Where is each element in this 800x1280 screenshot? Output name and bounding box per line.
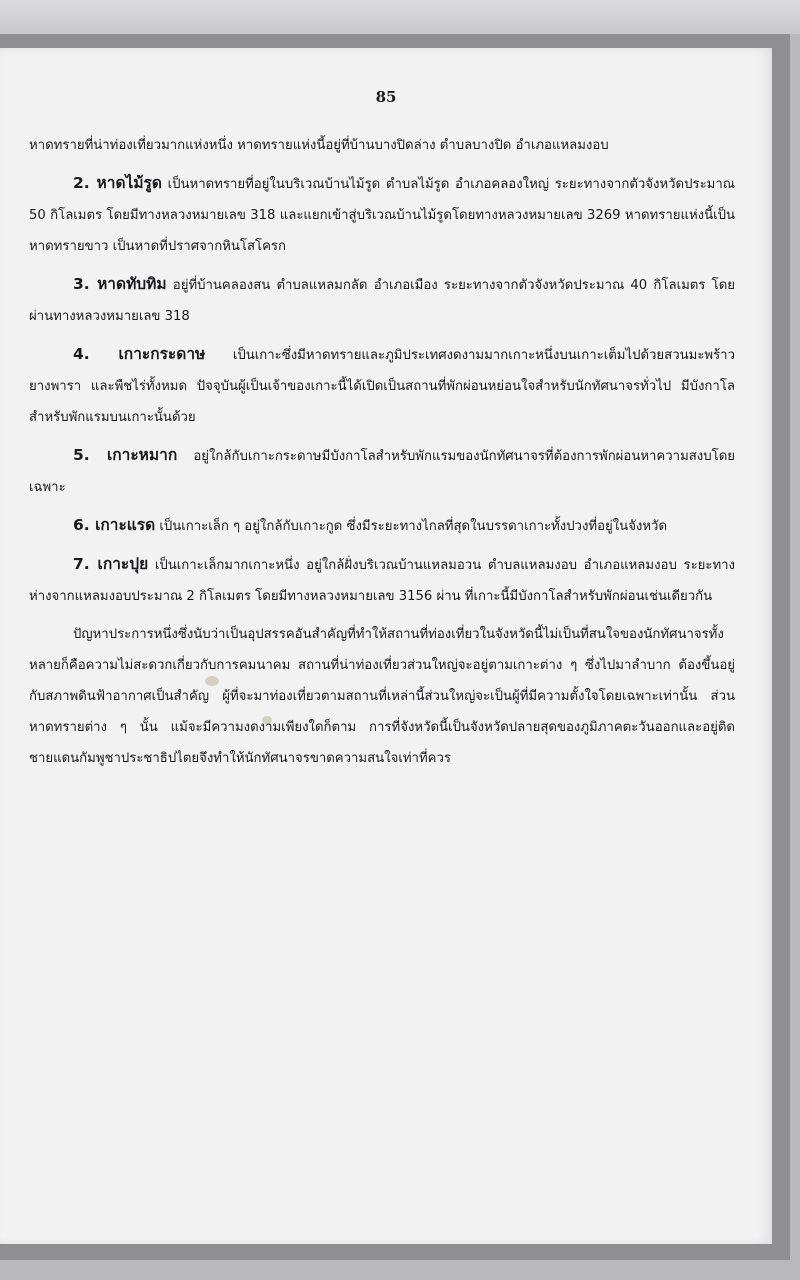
page-number: 85	[375, 88, 397, 106]
paragraph-item-7	[29, 549, 735, 612]
item-heading: 6. เกาะแรด	[73, 516, 156, 534]
paragraph-conclusion	[29, 619, 735, 774]
paragraph-item-2	[29, 168, 735, 262]
item-heading: 7. เกาะปุย	[73, 555, 149, 573]
document-page	[0, 48, 772, 1244]
paragraph-text: เป็นหาดทรายที่อยู่ในบริเวณบ้านไม้รูด ตำบลไม้รูด อำเภอคลองใหญ่ ระยะทางจากตัวจังหวัดประมาณ 50 กิโลเมตร โดยมีทางหลวงหมายเลข 318 และแยกเข้าสู่บริเวณบ้านไม้รูดโดยทางหลวงหมายเลข 3269 หาดทรายแห่งนี้เป็นหาดทรายขาว เป็นหาดที่ปราศจากหินโสโครก	[29, 177, 735, 254]
paragraph-item-5	[29, 440, 735, 503]
paragraph-text: อยู่ใกล้กับเกาะกระดาษมีบังกาโลสำหรับพักแรมของนักทัศนาจรที่ต้องการพักผ่อนหาความสงบโดยเฉพาะ	[29, 449, 735, 495]
paragraph-item-3	[29, 269, 735, 332]
ink-smudge	[262, 716, 272, 724]
paragraph-text: เป็นเกาะซึ่งมีหาดทรายและภูมิประเทศงดงามมากเกาะหนึ่งบนเกาะเต็มไปด้วยสวนมะพร้าว ยางพารา และพืชไร่ทั้งหมด ปัจจุบันผู้เป็นเจ้าของเกาะนี้ได้เปิดเป็นสถานที่พักผ่อนหย่อนใจสำหรับนักทัศนาจรทั่วไป มีบังกาโลสำหรับพักแรมบนเกาะนั้นด้วย	[29, 348, 735, 425]
paragraph-intro-continuation	[29, 130, 735, 161]
item-heading: 5. เกาะหมาก	[73, 446, 178, 464]
item-heading: 3. หาดทับทิม	[73, 275, 167, 293]
paragraph-text: ปัญหาประการหนึ่งซึ่งนับว่าเป็นอุปสรรคอันสำคัญที่ทำให้สถานที่ท่องเที่ยวในจังหวัดนี้ไม่เป็นที่สนใจของนักทัศนาจรทั้งหลายก็คือความไม่สะดวกเกี่ยวกับการคมนาคม สถานที่น่าท่องเที่ยวส่วนใหญ่จะอยู่ตามเกาะต่าง ๆ ซึ่งไปมาลำบาก ต้องขึ้นอยู่กับสภาพดินฟ้าอากาศเป็นสำคัญ ผู้ที่จะมาท่องเที่ยวตามสถานที่เหล่านี้ส่วนใหญ่จะเป็นผู้ที่มีความตั้งใจโดยเฉพาะเท่านั้น ส่วนหาดทรายต่าง ๆ นั้น แม้จะมีความงดงามเพียงใดก็ตาม การที่จังหวัดนี้เป็นจังหวัดปลายสุดของภูมิภาคตะวันออกและอยู่ติดชายแดนกัมพูชาประชาธิปไตยจึงทำให้นักทัศนาจรขาดความสนใจเท่าที่ควร	[29, 627, 735, 766]
scan-background-top	[0, 0, 800, 34]
paragraph-item-4	[29, 339, 735, 433]
item-heading: 4. เกาะกระดาษ	[73, 345, 206, 363]
body-text	[29, 130, 735, 781]
paragraph-text: เป็นเกาะเล็กมากเกาะหนึ่ง อยู่ใกล้ฝั่งบริเวณบ้านแหลมอวน ตำบลแหลมงอบ อำเภอแหลมงอบ ระยะทางห่างจากแหลมงอบประมาณ 2 กิโลเมตร โดยมีทางหลวงหมายเลข 3156 ผ่าน ที่เกาะนี้มีบังกาโลสำหรับพักผ่อนเช่นเดียวกัน	[29, 558, 735, 604]
paragraph-text: เป็นเกาะเล็ก ๆ อยู่ใกล้กับเกาะกูด ซึ่งมีระยะทางไกลที่สุดในบรรดาเกาะทั้งปวงที่อยู่ในจังหวัด	[159, 519, 668, 534]
ink-smudge	[205, 676, 219, 686]
paragraph-text: อยู่ที่บ้านคลองสน ตำบลแหลมกลัด อำเภอเมือง ระยะทางจากตัวจังหวัดประมาณ 40 กิโลเมตร โดยผ่านทางหลวงหมายเลข 318	[29, 278, 735, 324]
item-heading: 2. หาดไม้รูด	[73, 174, 162, 192]
paragraph-text: หาดทรายที่น่าท่องเที่ยวมากแห่งหนึ่ง หาดทรายแห่งนี้อยู่ที่บ้านบางปิดล่าง ตำบลบางปิด อำเภอแหลมงอบ	[29, 138, 609, 153]
paragraph-item-6	[29, 510, 735, 542]
